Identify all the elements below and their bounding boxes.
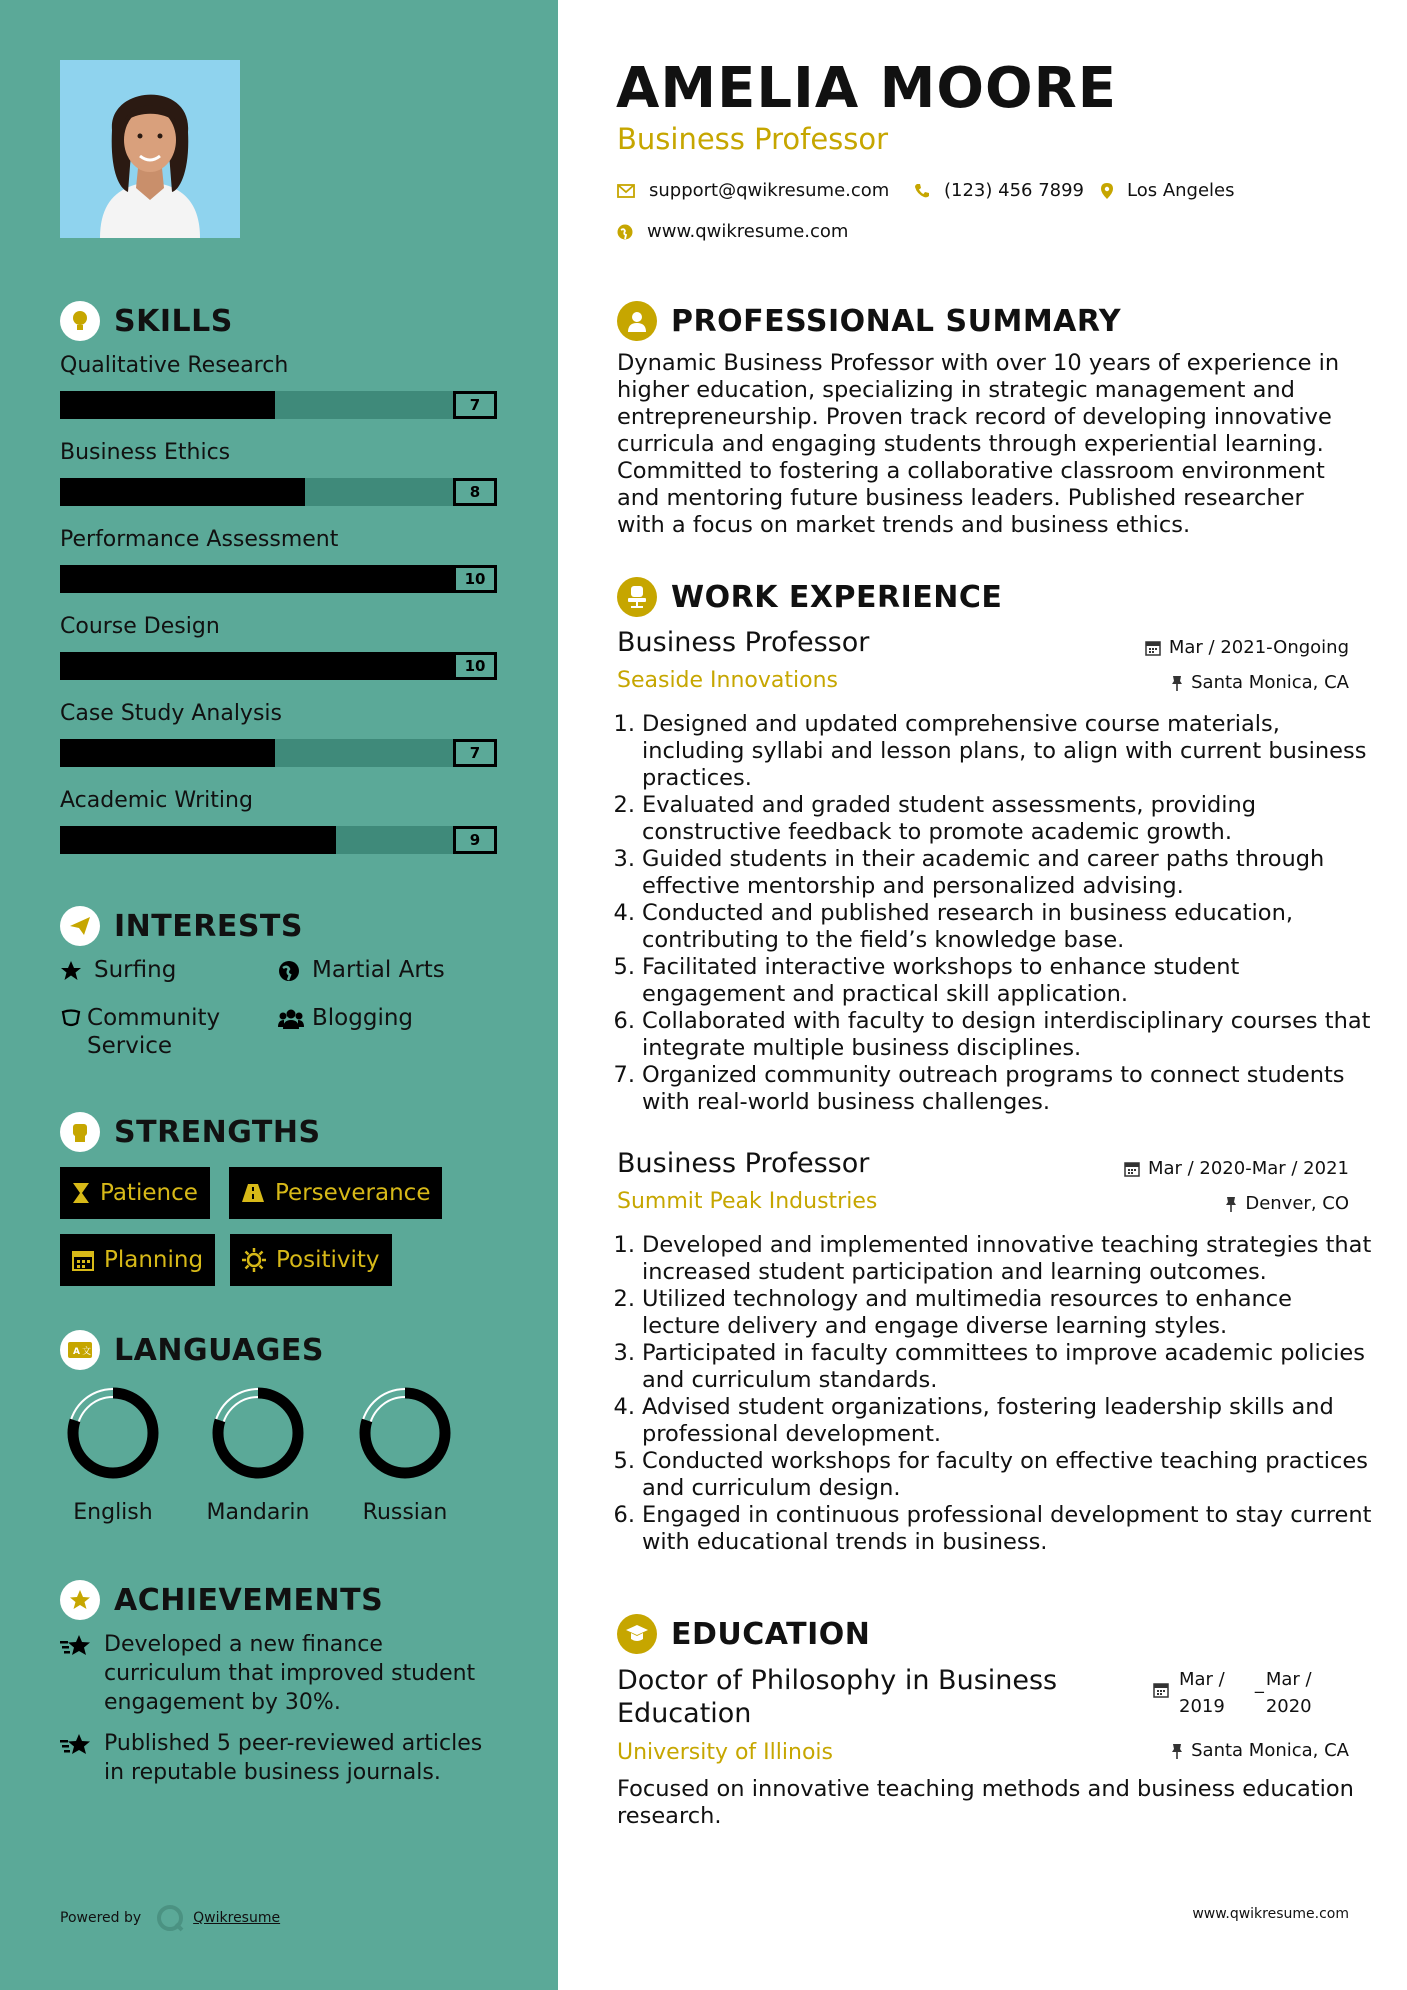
job-bullet [612, 1008, 1372, 1062]
job-dates-text: Mar / 2020-Mar / 2021 [1147, 1158, 1349, 1179]
job-bullet-text: Evaluated and graded student assessments, providing constructive feedback to promote academic growth. [642, 792, 1257, 845]
interest-item [278, 956, 445, 984]
qwikresume-link[interactable]: Qwikresume [193, 1910, 281, 1926]
job-bullet-text: Engaged in continuous professional development to stay current with educational trends in business. [642, 1502, 1372, 1555]
contact-phone[interactable] [914, 180, 1084, 201]
language-label: Russian [362, 1500, 448, 1525]
calendar-icon [1145, 640, 1161, 656]
contact-email[interactable] [617, 180, 889, 201]
job-company: Summit Peak Industries [617, 1189, 878, 1214]
education-location-text: Santa Monica, CA [1191, 1740, 1349, 1761]
job-bullet-number: 6. [613, 1008, 635, 1034]
job-bullet [612, 1340, 1372, 1394]
map-pin-icon [1101, 183, 1113, 199]
job-bullet-number: 6. [613, 1502, 635, 1528]
job-bullet [612, 1394, 1372, 1448]
skill-bar [60, 565, 497, 593]
education-start-year: 2019 [1179, 1696, 1225, 1717]
profile-photo [60, 60, 240, 238]
language-level-ring [210, 1385, 306, 1481]
job-bullet-text: Conducted and published research in business education, contributing to the field’s knowledge base. [642, 900, 1293, 953]
summary-header [617, 301, 1121, 341]
candidate-name: AMELIA MOORE [616, 56, 1117, 121]
pushpin-icon [1171, 675, 1183, 691]
hand-icon [60, 1004, 83, 1028]
language-label: Mandarin [206, 1500, 310, 1525]
website-text: www.qwikresume.com [647, 221, 849, 242]
powered-by [60, 1903, 280, 1933]
strength-tag [230, 1234, 392, 1286]
job-bullet-text: Participated in faculty committees to improve academic policies and curriculum standards. [642, 1340, 1365, 1393]
globe-icon [617, 224, 633, 240]
interest-item [278, 1004, 413, 1032]
strength-tag [229, 1167, 442, 1219]
users-icon [278, 1004, 308, 1030]
education-description: Focused on innovative teaching methods and business education research. [617, 1776, 1354, 1829]
achievement-text: Published 5 peer-reviewed articles in reputable business journals. [104, 1731, 483, 1785]
achievement-item [60, 1729, 500, 1787]
education-end-month: Mar / [1265, 1669, 1312, 1690]
skill-bar-fill [60, 391, 275, 419]
phone-icon [914, 183, 930, 199]
fist-icon [60, 1112, 100, 1152]
hourglass-icon [72, 1182, 90, 1204]
education-start-month: Mar / [1179, 1669, 1225, 1690]
medal-star-icon [60, 1580, 100, 1620]
interest-label: Surfing [94, 957, 177, 983]
skill-bar-fill [60, 478, 305, 506]
experience-title: WORK EXPERIENCE [671, 579, 1003, 615]
job-bullet [612, 954, 1372, 1008]
job-bullet-text: Developed and implemented innovative teaching strategies that increased student participation and learning outcomes. [642, 1232, 1372, 1285]
job-bullet-number: 2. [613, 1286, 635, 1312]
chair-icon [617, 577, 657, 617]
strength-tag [60, 1234, 215, 1286]
education-dates [1153, 1666, 1312, 1720]
interest-label: Martial Arts [312, 957, 445, 983]
skills-header [60, 301, 233, 341]
language-level-ring [357, 1385, 453, 1481]
job-bullet-number: 4. [613, 900, 635, 926]
skill-bar-fill [60, 739, 275, 767]
job-title: Business Professor [617, 1148, 870, 1179]
job-dates-text: Mar / 2021-Ongoing [1168, 637, 1349, 658]
summary-title: PROFESSIONAL SUMMARY [671, 303, 1122, 339]
skill-label: Academic Writing [60, 788, 253, 813]
job-bullets [612, 711, 1372, 1116]
paper-plane-icon [60, 906, 100, 946]
job-bullet-number: 1. [613, 1232, 635, 1258]
education-dash: _ [1254, 1673, 1264, 1694]
job-bullets [612, 1232, 1372, 1556]
skill-label: Course Design [60, 614, 220, 639]
interest-label: Blogging [312, 1005, 414, 1031]
job-bullet-number: 7. [613, 1062, 635, 1088]
job-bullet-number: 3. [613, 1340, 635, 1366]
skills-title: SKILLS [114, 303, 233, 339]
pushpin-icon [1171, 1743, 1183, 1759]
job-bullet-text: Advised student organizations, fostering leadership skills and professional development. [642, 1394, 1334, 1447]
interest-item [60, 1004, 260, 1060]
interests-title: INTERESTS [114, 908, 303, 944]
language-level-ring [65, 1385, 161, 1481]
education-start [1179, 1666, 1225, 1720]
job-bullet-number: 4. [613, 1394, 635, 1420]
education-header [617, 1614, 870, 1654]
star-icon [60, 956, 90, 981]
job-bullet [612, 1448, 1372, 1502]
skill-score: 7 [453, 739, 497, 767]
calendar-icon [1124, 1161, 1140, 1177]
job-bullet-text: Utilized technology and multimedia resources to enhance lecture delivery and engage diverse learning styles. [642, 1286, 1292, 1339]
skill-bar-fill [60, 652, 453, 680]
skill-label: Performance Assessment [60, 527, 339, 552]
education-degree: Doctor of Philosophy in Business Education [617, 1665, 1058, 1729]
location-text: Los Angeles [1127, 180, 1235, 201]
strengths-title: STRENGTHS [114, 1114, 321, 1150]
job-location [1171, 672, 1349, 693]
job-bullet-text: Collaborated with faculty to design interdisciplinary courses that integrate multiple business disciplines. [642, 1008, 1371, 1061]
pushpin-icon [1225, 1196, 1237, 1212]
candidate-role: Business Professor [617, 122, 889, 156]
skill-label: Qualitative Research [60, 353, 289, 378]
interest-label: Community Service [87, 1005, 221, 1059]
job-title: Business Professor [617, 627, 870, 658]
strengths-header [60, 1112, 321, 1152]
job-bullet-number: 1. [613, 711, 635, 737]
job-bullet-text: Organized community outreach programs to connect students with real-world business challenges. [642, 1062, 1345, 1115]
strength-label: Planning [104, 1247, 204, 1273]
calendar-icon [72, 1249, 94, 1271]
footer-url[interactable]: www.qwikresume.com [1192, 1906, 1349, 1922]
job-company: Seaside Innovations [617, 668, 838, 693]
skill-bar-fill [60, 826, 336, 854]
job-bullet-number: 5. [613, 954, 635, 980]
job-bullet-number: 3. [613, 846, 635, 872]
education-school: University of Illinois [617, 1740, 833, 1765]
interests-header [60, 906, 303, 946]
sidebar [0, 0, 558, 1990]
job-bullet [612, 792, 1372, 846]
star-list-icon [60, 1729, 104, 1787]
job-bullet [612, 900, 1372, 954]
achievements-header [60, 1580, 383, 1620]
user-icon [617, 301, 657, 341]
skill-score: 7 [453, 391, 497, 419]
job-bullet-text: Facilitated interactive workshops to enhance student engagement and practical skill application. [642, 954, 1240, 1007]
education-location [1171, 1740, 1349, 1761]
skill-bar-fill [60, 565, 453, 593]
experience-header [617, 577, 1002, 617]
summary-text: Dynamic Business Professor with over 10 years of experience in higher education, specializing in strategic management and entrepreneurship. Proven track record of developing innovative curricula and engaging students through experiential learning. Committed to fostering a collaborative classroom environment and mentoring future business leaders. Published researcher with a focus on market trends and business ethics. [617, 350, 1340, 538]
job-bullet [612, 1062, 1372, 1116]
skill-label: Case Study Analysis [60, 701, 282, 726]
job-bullet [612, 1232, 1372, 1286]
envelope-icon [617, 184, 635, 198]
lightbulb-icon [60, 301, 100, 341]
job-location-text: Denver, CO [1245, 1193, 1349, 1214]
sun-icon [242, 1248, 266, 1272]
skill-label: Business Ethics [60, 440, 231, 465]
skill-bar [60, 739, 497, 767]
contact-location [1101, 180, 1235, 201]
language-label: English [73, 1500, 153, 1525]
education-end-year: 2020 [1265, 1696, 1312, 1717]
language-icon [60, 1330, 100, 1370]
interest-item [60, 956, 176, 984]
strength-label: Positivity [276, 1247, 380, 1273]
job-bullet [612, 846, 1372, 900]
skill-bar [60, 652, 497, 680]
svg-text:A: A [73, 1347, 80, 1357]
strength-label: Perseverance [275, 1180, 431, 1206]
languages-title: LANGUAGES [114, 1332, 324, 1368]
skill-bar [60, 826, 497, 854]
strength-label: Patience [100, 1180, 198, 1206]
job-bullet [612, 711, 1372, 792]
achievement-item [60, 1630, 500, 1717]
job-dates [1124, 1158, 1349, 1179]
job-location [1225, 1193, 1349, 1214]
job-dates [1145, 637, 1349, 658]
qwikresume-logo-icon [155, 1903, 185, 1933]
languages-header [60, 1330, 324, 1370]
skill-bar [60, 391, 497, 419]
powered-by-label: Powered by [60, 1910, 142, 1926]
job-bullet-text: Conducted workshops for faculty on effective teaching practices and curriculum design. [642, 1448, 1368, 1501]
job-location-text: Santa Monica, CA [1191, 672, 1349, 693]
job-bullet [612, 1286, 1372, 1340]
svg-text:文: 文 [82, 1347, 92, 1357]
education-title: EDUCATION [671, 1616, 871, 1652]
skill-score: 8 [453, 478, 497, 506]
calendar-icon [1153, 1666, 1169, 1720]
education-end [1266, 1666, 1312, 1720]
skill-score: 9 [453, 826, 497, 854]
star-list-icon [60, 1630, 104, 1717]
job-bullet-number: 2. [613, 792, 635, 818]
job-bullet [612, 1502, 1372, 1556]
skill-bar [60, 478, 497, 506]
skill-score: 10 [453, 652, 497, 680]
email-text: support@qwikresume.com [649, 180, 890, 201]
achievements-title: ACHIEVEMENTS [114, 1582, 384, 1618]
phone-text: (123) 456 7899 [944, 180, 1085, 201]
skill-score: 10 [453, 565, 497, 593]
job-bullet-number: 5. [613, 1448, 635, 1474]
contact-website[interactable] [617, 221, 848, 242]
job-bullet-text: Guided students in their academic and career paths through effective mentorship and personalized advising. [642, 846, 1325, 899]
job-bullet-text: Designed and updated comprehensive course materials, including syllabi and lesson plans, to align with current business practices. [642, 711, 1367, 791]
road-icon [241, 1183, 265, 1203]
strength-tag [60, 1167, 210, 1219]
globe-icon [278, 956, 308, 982]
graduate-icon [617, 1614, 657, 1654]
achievement-text: Developed a new finance curriculum that improved student engagement by 30%. [104, 1632, 476, 1715]
